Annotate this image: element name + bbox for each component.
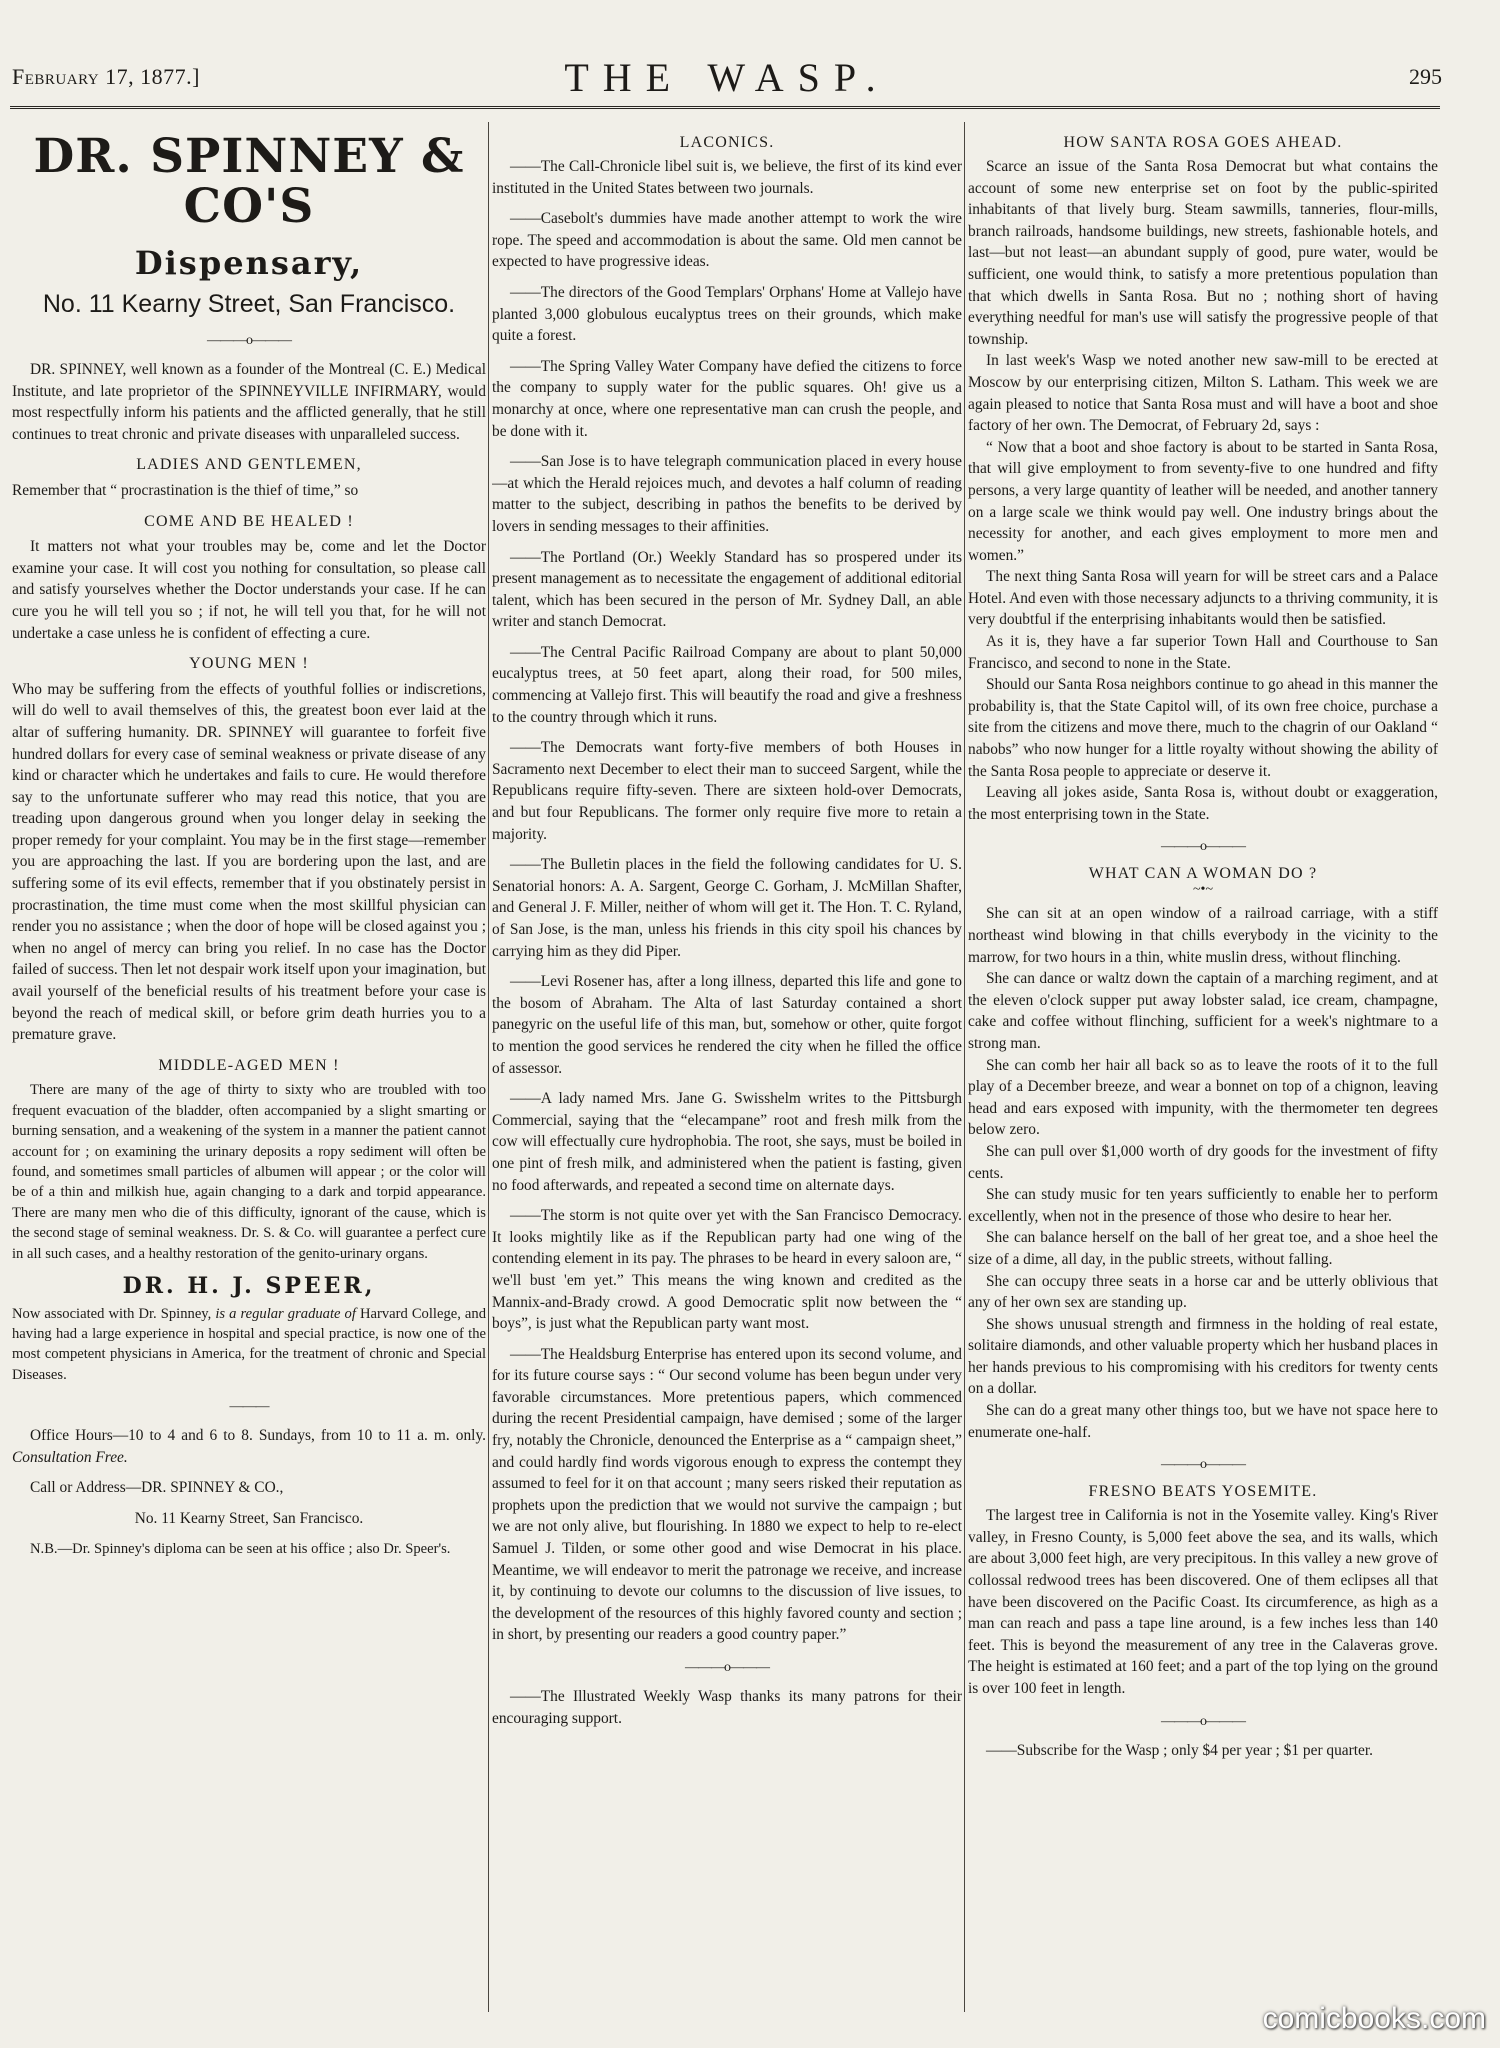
section-divider: ———o——— — [1161, 1713, 1245, 1729]
section-divider: ——— — [229, 1399, 269, 1415]
heading-woman: WHAT CAN A WOMAN DO ? — [1088, 865, 1318, 883]
woman-paragraph: She can dance or waltz down the captain of a marching regiment, and at the eleven o'clock supper put away lobster salad, ice cream, champagne, cake and coffee without flinching, sufficient for a week's nightmare to a strong man. — [968, 970, 1438, 1052]
masthead-rule — [10, 106, 1440, 109]
ladies-text: Remember that “ procrastination is the thief of time,” so — [12, 481, 359, 499]
column-divider — [964, 122, 965, 2012]
santa-paragraph: Scarce an issue of the Santa Rosa Democrat but what contains the account of some new enterprise set on foot by the public-spirited inhabitants of that lively burg. Steam sawmills, tanneries, flour-mills, branch railroads, handsome buildings, new streets, fashionable hotels, and last—but not least—an abundant supply of good, pure water, would be sufficient, one would think, to satisfy a more pretentious population than that which dwells in Santa Rosa. But no ; nothing short of having everything needful for man's use will satisfy the progressive people of that township. — [968, 158, 1438, 348]
call-address: Call or Address—DR. SPINNEY & CO., — [30, 1479, 284, 1497]
laconic-item: ——The Central Pacific Railroad Company are about to plant 50,000 eucalyptus trees, at 50 feet apart, along their road, for 500 miles, commencing at Vallejo first. This will beautify the road and give a freshness to the country through which it runs. — [492, 643, 962, 726]
section-divider: ———o——— — [685, 1660, 769, 1675]
woman-paragraph: She can pull over $1,000 worth of dry goods for the investment of fifty cents. — [968, 1142, 1438, 1182]
laconic-item: ——Casebolt's dummies have made another attempt to work the wire rope. The speed and accommodation is about the same. Old men cannot be expected to have progressive ideas. — [492, 210, 962, 271]
fresno-paragraph: The largest tree in California is not in the Yosemite valley. King's River valley, in Fresno County, is 5,000 feet above the sea, and its walls, which are about 3,000 feet high, are very precipitous. In this valley a new grove of collossal redwood trees has been discovered. One of them eclipses all that have been discovered on the Pacific Coast. Its circumference, as high as a man can reach and pass a tape line around, is a few inches less than 140 feet. This is beyond the measurement of any tree in the Calaveras grove. The height is estimated at 160 feet; and a part of the top lying on the ground is over 100 feet in length. — [968, 1507, 1438, 1697]
issue-date: February 17, 1877.] — [12, 64, 200, 89]
laconic-item: ——The Democrats want forty-five members of both Houses in Sacramento next December to elect their man to succeed Sargent, while the Republicans require fifty-seven. There are sixteen hold-over Democrats, and but four Republicans. The former only require five more to retain a majority. — [492, 739, 962, 843]
articles-column — [968, 122, 1438, 2010]
nb-note: N.B.—Dr. Spinney's diploma can be seen at his office ; also Dr. Speer's. — [30, 1540, 451, 1557]
laconics-items — [492, 156, 962, 1729]
heading-fresno: FRESNO BEATS YOSEMITE. — [1088, 1483, 1318, 1501]
woman-paragraph: She can comb her hair all back so as to leave the roots of it to the full play of a December breeze, and wear a bonnet on top of a chignon, leaving head and ears exposed with impunity, with the thermometer ten degrees below zero. — [968, 1056, 1438, 1139]
heading-come: COME AND BE HEALED ! — [144, 512, 354, 530]
page-number: 295 — [1409, 64, 1442, 89]
ad-address: No. 11 Kearny Street, San Francisco. — [42, 290, 456, 318]
section-divider: ———o——— — [1161, 1457, 1245, 1473]
newspaper-title: THE WASP. — [564, 55, 890, 100]
woman-paragraph: She can study music for ten years sufficiently to enable her to perform excellently, when not in the presence of those who desire to hear her. — [968, 1186, 1438, 1225]
section-divider: ———o——— — [1161, 839, 1245, 855]
young-text: Who may be suffering from the effects of youthful follies or indiscretions, will do well to avail themselves of this, the greatest boon ever laid at the altar of suffering humanity. DR. SPINNEY will guarantee to forfeit five hundred dollars for every case of seminal weakness or private disease of any kind or character which he undertakes and fails to cure. He would therefore say to the unfortunate sufferer who may read this notice, that you are treading upon dangerous ground when you longer delay in seeking the proper remedy for your complaint. You may be in the first stage—remember you are approaching the last. If you are bordering upon the last, and are suffering some of its evil effects, remember that if you obstinately persist in procrastination, the time must come when the most skillful physician can render you no assistance ; when the door of hope will be closed against you ; when no angel of mercy can bring you relief. In no case has the Doctor failed of success. Then let not despair work itself upon your imagination, but avail yourself of the beneficial results of his treatment before your case is beyond the reach of medical skill, or before grim death hurries you to a premature grave. — [12, 680, 486, 1044]
laconic-item: ——The directors of the Good Templars' Orphans' Home at Vallejo have planted 3,000 globulous eucalyptus trees on their grounds, which make quite a forest. — [492, 283, 962, 345]
heading-middle: MIDDLE-AGED MEN ! — [158, 1056, 340, 1074]
section-divider: ———o——— — [207, 333, 291, 348]
santa-paragraph: As it is, they have a far superior Town Hall and Courthouse to San Francisco, and second to none in the State. — [968, 633, 1438, 672]
laconic-item: ——The storm is not quite over yet with the San Francisco Democracy. It looks mightily like as if the Republican party had one wing of the contending element in its pay. The phrases to be heard in every saloon are, “ we'll bust 'em yet.” This means the wing known and credited as the Mannix-and-Brady crowd. A good Democratic split now between the “ boys”, is just what the Republican party want most. — [492, 1207, 962, 1333]
ad-subtitle: Dispensary, — [134, 244, 364, 282]
heading-young: YOUNG MEN ! — [189, 655, 309, 673]
santa-paragraph: “ Now that a boot and shoe factory is about to be started in Santa Rosa, that will give employment to from seventy-five to one hundred and fifty persons, a very large quantity of leather will be needed, and another tannery on a large scale we think would pay well. One industry brings about the necessity for another, and each gives employment to more men and women.” — [968, 438, 1438, 564]
call-street: No. 11 Kearny Street, San Francisco. — [134, 1510, 364, 1528]
speer-text: Now associated with Dr. Spinney, is a regular graduate of Harvard College, and having had a large experience in hospital and special practice, is now one of the most competent physicians in America, for the treatment of chronic and Special Diseases. — [12, 1305, 486, 1383]
laconic-item: ——A lady named Mrs. Jane G. Swisshelm writes to the Pittsburgh Commercial, saying that the “elecampane” root and fresh milk from the cow will effectually cure hydrophobia. The root, she says, must be boiled in one pint of fresh milk, and administered when the patient is fasting, given no food afterwards, and repeated a second time on alternate days. — [492, 1090, 962, 1194]
laconic-item: ——The Call-Chronicle libel suit is, we believe, the first of its kind ever instituted in the United States between two journals. — [492, 158, 962, 197]
heading-santa-rosa: HOW SANTA ROSA GOES AHEAD. — [1063, 134, 1343, 151]
woman-paragraph: She can occupy three seats in a horse car and be utterly oblivious that any of her own sex are standing up. — [968, 1272, 1438, 1312]
ad-intro: DR. SPINNEY, well known as a founder of the Montreal (C. E.) Medical Institute, and late proprietor of the SPINNEYVILLE INFIRMARY, would most respectfully inform his patients and the afflicted generally, that he still continues to treat chronic and private diseases with unparalleled success. — [12, 361, 486, 443]
laconic-item: ——Levi Rosener has, after a long illness, departed this life and gone to the bosom of Abraham. The Alta of last Saturday contained a short panegyric on the useful life of this man, but, somehow or other, quite forgot to mention the good services he rendered the city when he filled the office of assessor. — [492, 973, 962, 1077]
woman-paragraph: She can sit at an open window of a railroad carriage, with a stiff northeast wind blowing in that chills everybody in the vicinity to the marrow, for two hours in a thin, white muslin dress, without flinching. — [968, 905, 1438, 966]
advertisement-column — [12, 122, 486, 2010]
woman-paragraph: She can balance herself on the ball of her great toe, and a shoe heel the size of a dime, all day, in the public streets, without falling. — [968, 1229, 1438, 1268]
laconic-item: ——The Portland (Or.) Weekly Standard has so prospered under its present management as to necessitate the engagement of additional editorial talent, which has been secured in the person of Mr. Sydney Dall, an able writer and stanch Democrat. — [492, 548, 962, 631]
ad-title: DR. SPINNEY & CO'S — [33, 129, 465, 234]
laconic-item: ——The Spring Valley Water Company have defied the citizens to force the company to supply water for the public squares. Oh! give us a monarchy at once, where one representative man can crush the people, and be done with it. — [492, 357, 962, 440]
middle-text: There are many of the age of thirty to sixty who are troubled with too frequent evacuation of the bladder, often accompanied by a slight smarting or burning sensation, and a weakening of the system in a manner the patient cannot account for ; on examining the urinary deposits a ropy sediment will often be found, and sometimes small particles of albumen will appear ; or the color will be of a thin and milkish hue, again changing to a dark and torpid appearance. There are many men who die of this difficulty, ignorant of the cause, which is the second stage of seminal weakness. Dr. S. & Co. will guarantee a perfect cure in all such cases, and a healthy restoration of the genito-urinary organs. — [12, 1082, 486, 1262]
laconic-item: ——San Jose is to have telegraph communication placed in every house—at which the Herald rejoices much, and devotes a half column of reading matter to the subject, describing in pathos the benefits to be derived by lovers in sending messages to their affinities. — [492, 453, 962, 535]
heading-laconics: LACONICS. — [679, 134, 775, 151]
laconic-closing: ——The Illustrated Weekly Wasp thanks its many patrons for their encouraging support. — [492, 1688, 962, 1727]
santa-paragraph: In last week's Wasp we noted another new saw-mill to be erected at Moscow by our enterprising citizen, Milton S. Latham. This week we are again pleased to notice that Santa Rosa must and will have a boot and shoe factory of her own. The Democrat, of February 2d, says : — [968, 352, 1438, 435]
santa-paragraph: Should our Santa Rosa neighbors continue to go ahead in this manner the probability is, that the State Capitol will, of its own free choice, purchase a site from the citizens and move there, much to the chagrin of our Oakland “ nabobs” who now hunger for a little royalty without showing the ability of the Santa Rosa people to appreciate or deserve it. — [968, 676, 1438, 780]
watermark-logo: comicbooks.com — [1262, 2002, 1486, 2035]
column-divider — [488, 122, 489, 2012]
speer-name: DR. H. J. SPEER, — [122, 1273, 376, 1300]
office-hours: Office Hours—10 to 4 and 6 to 8. Sundays, from 10 to 11 a. m. only. Consultation Free. — [12, 1427, 486, 1466]
heading-ornament: ~•~ — [1192, 882, 1214, 898]
laconic-item: ——The Bulletin places in the field the following candidates for U. S. Senatorial honors: A. A. Sargent, George C. Gorham, J. McMillan Shafter, and General J. F. Miller, neither of whom will get it. The Hon. T. C. Ryland, of San Jose, is the man, unless his friends in this city spoil his chances by carrying him as they did Piper. — [492, 856, 962, 960]
masthead — [12, 55, 1442, 100]
santa-paragraph: Leaving all jokes aside, Santa Rosa is, without doubt or exaggeration, the most enterprising town in the State. — [968, 784, 1438, 823]
subscribe-notice: ——Subscribe for the Wasp ; only $4 per year ; $1 per quarter. — [986, 1741, 1373, 1759]
heading-ladies: LADIES AND GENTLEMEN, — [136, 456, 362, 474]
woman-paragraph: She shows unusual strength and firmness in the holding of real estate, solitaire diamonds, and other valuable property which her husband places in her hands previous to his compromising with his creditors for twenty cents on a dollar. — [968, 1315, 1438, 1398]
laconic-item: ——The Healdsburg Enterprise has entered upon its second volume, and for its future course says : “ Our second volume has been begun under very favorable circumstances. More pretentious papers, which commenced during the recent Presidential campaign, have demised ; some of the larger fry, notably the Chronicle, denounced the Enterprise as a “ campaign sheet,” and could hardly find words vigorous enough to express the contempt they assumed to feel for it on that account ; many seers risked their reputation as prophets upon the prediction that we would not survive the campaign ; but we are not only alive, but flourishing. In 1880 we expect to help to re-elect Samuel J. Tilden, or some other good and wise Democrat in his place. Meantime, we will endeavor to merit the patronage we receive, and increase it, by continuing to devote our columns to the discussion of live issues, to the development of the resources of this highly favored county and section ; in short, by presenting our readers a good country paper.” — [492, 1345, 962, 1644]
come-text: It matters not what your troubles may be, come and let the Doctor examine your case. It will cost you nothing for consultation, so please call and satisfy yourselves whether the Doctor understands your case. If he can cure you he will tell you so ; if not, he will tell you that, for he will not undertake a case unless he is confident of effecting a cure. — [12, 538, 486, 642]
woman-paragraph: She can do a great many other things too, but we have not space here to enumerate one-half. — [968, 1402, 1438, 1441]
santa-paragraph: The next thing Santa Rosa will yearn for will be street cars and a Palace Hotel. And even with those necessary adjuncts to a thriving community, it is very doubtful if the enterprising inhabitants would then be satisfied. — [968, 568, 1438, 629]
laconics-column — [492, 122, 962, 2010]
